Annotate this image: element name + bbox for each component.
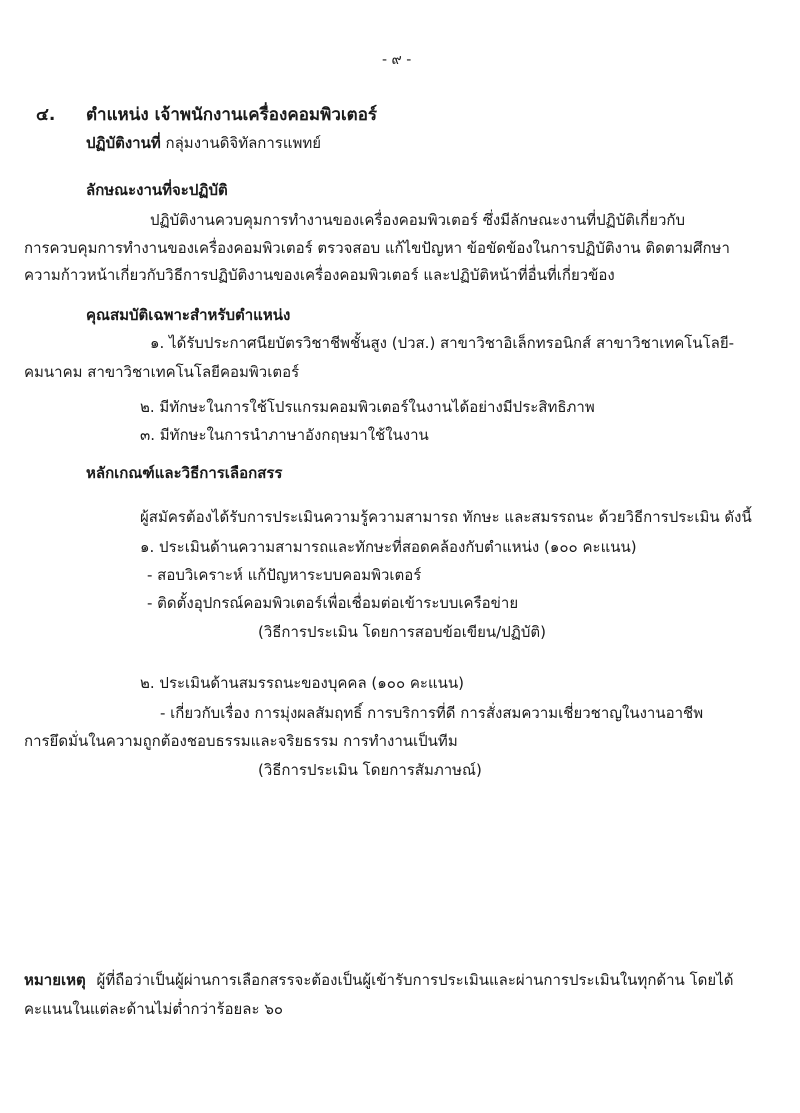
note-text: ผู้ที่ถือว่าเป็นผู้ผ่านการเลือกสรรจะต้องเป็นผู้เข้ารับการประเมินและผ่านการประเมินในทุกด้าน โดยได้ [96,971,734,989]
job-nature-heading: ลักษณะงานที่จะปฏิบัติ [86,181,228,199]
note-label: หมายเหตุ [24,971,86,989]
qualification-item: ๓. มีทักษะในการนำภาษาอังกฤษมาใช้ในงาน [140,426,429,444]
page-number: - ๙ - [382,52,412,68]
selection-item-2: ๒. ประเมินด้านสมรรถนะของบุคคล (๑๐๐ คะแนน) [140,674,465,692]
selection-intro: ผู้สมัครต้องได้รับการประเมินความรู้ความสามารถ ทักษะ และสมรรถนะ ด้วยวิธีการประเมิน ดังนี้ [140,508,752,526]
selection-item-1-sub: - ติดตั้งอุปกรณ์คอมพิวเตอร์เพื่อเชื่อมต่อเข้าระบบเครือข่าย [147,594,519,612]
qualification-item: ๒. มีทักษะในการใช้โปรแกรมคอมพิวเตอร์ในงานได้อย่างมีประสิทธิภาพ [140,398,595,416]
job-nature-line: การควบคุมการทำงานของเครื่องคอมพิวเตอร์ ตรวจสอบ แก้ไขปัญหา ข้อขัดข้องในการปฏิบัติงาน ติดตามศึกษา [24,239,730,257]
workplace-label: ปฏิบัติงานที่ [86,134,161,152]
qualifications-heading: คุณสมบัติเฉพาะสำหรับตำแหน่ง [86,306,291,324]
selection-item-2-method: (วิธีการประเมิน โดยการสัมภาษณ์) [258,761,482,779]
position-title: ตำแหน่ง เจ้าพนักงานเครื่องคอมพิวเตอร์ [86,105,378,125]
workplace-value: กลุ่มงานดิจิทัลการแพทย์ [165,134,322,152]
selection-item-1-method: (วิธีการประเมิน โดยการสอบข้อเขียน/ปฏิบัติ) [258,623,546,641]
selection-item-1-sub: - สอบวิเคราะห์ แก้ปัญหาระบบคอมพิวเตอร์ [147,566,422,584]
note-line [24,970,733,990]
selection-item-1: ๑. ประเมินด้านความสามารถและทักษะที่สอดคล้องกับตำแหน่ง (๑๐๐ คะแนน) [140,538,637,556]
workplace-line [86,133,321,153]
section-number: ๔. [36,105,56,125]
job-nature-line: ความก้าวหน้าเกี่ยวกับวิธีการปฏิบัติงานของเครื่องคอมพิวเตอร์ และปฏิบัติหน้าที่อื่นที่เกี่ยวข้อง [24,266,615,284]
note-line-continued: คะแนนในแต่ละด้านไม่ต่ำกว่าร้อยละ ๖๐ [24,1000,283,1018]
selection-heading: หลักเกณฑ์และวิธีการเลือกสรร [86,464,283,482]
qualification-item: ๑. ได้รับประกาศนียบัตรวิชาชีพชั้นสูง (ปวส.) สาขาวิชาอิเล็กทรอนิกส์ สาขาวิชาเทคโนโลยี- [150,334,735,352]
qualification-item-continued: คมนาคม สาขาวิชาเทคโนโลยีคอมพิวเตอร์ [24,363,300,381]
job-nature-line: ปฏิบัติงานควบคุมการทำงานของเครื่องคอมพิวเตอร์ ซึ่งมีลักษณะงานที่ปฏิบัติเกี่ยวกับ [150,211,686,229]
selection-item-2-line: - เกี่ยวกับเรื่อง การมุ่งผลสัมฤทธิ์ การบริการที่ดี การสั่งสมความเชี่ยวชาญในงานอาชีพ [160,704,704,722]
selection-item-2-line: การยึดมั่นในความถูกต้องชอบธรรมและจริยธรรม การทำงานเป็นทีม [24,732,458,750]
